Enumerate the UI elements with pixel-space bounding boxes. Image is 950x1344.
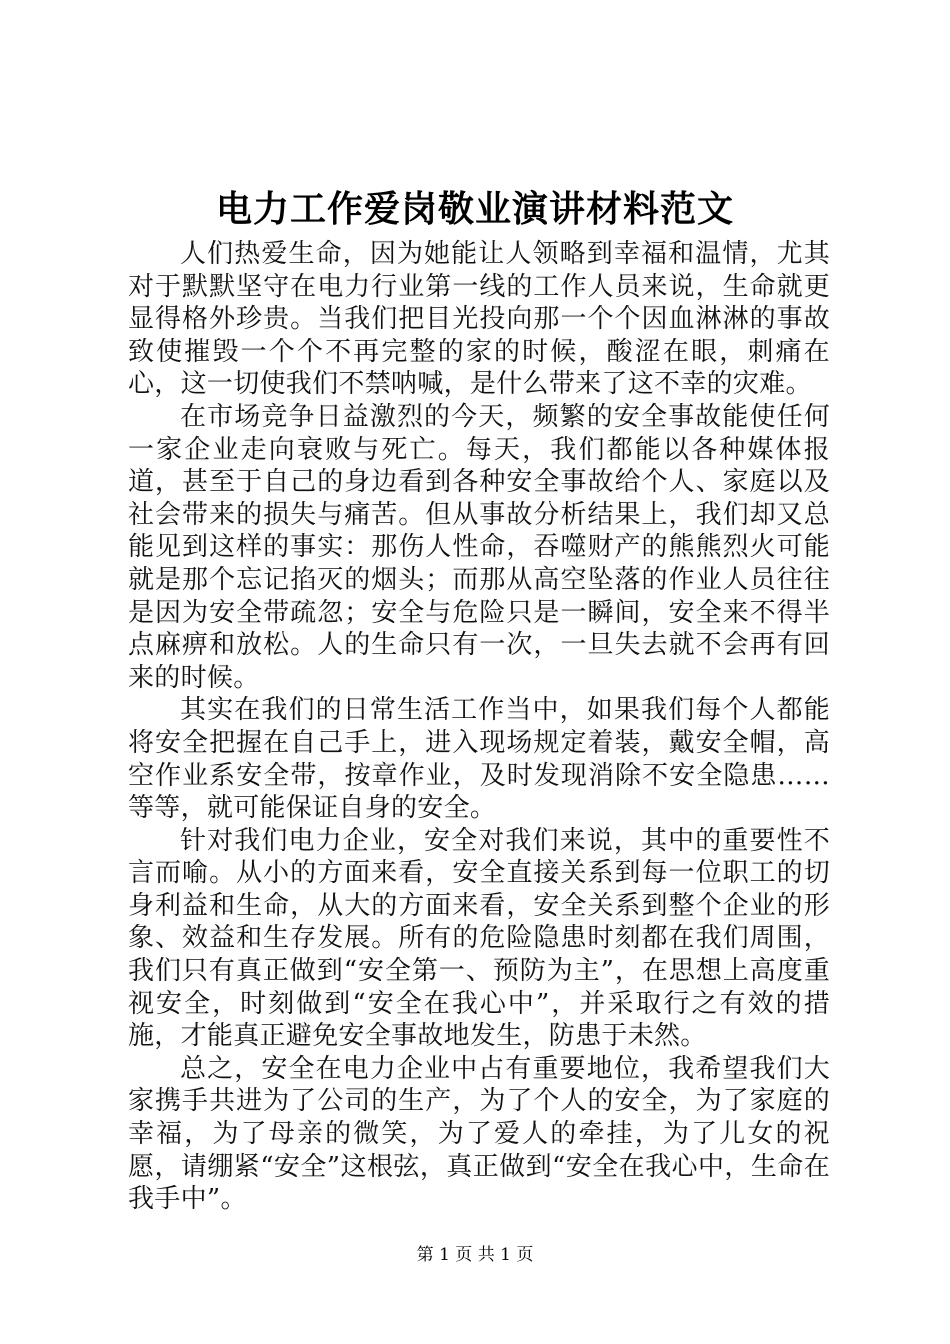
document-body	[128, 238, 830, 1216]
paragraph-1: 人们热爱生命，因为她能让人领略到幸福和温情，尤其对于默默坚守在电力行业第一线的工作人员来说，生命就更显得格外珍贵。当我们把目光投向那一个个因血淋淋的事故致使摧毁一个个不再完整的家的时候，酸涩在眼，刺痛在心，这一切使我们不禁呐喊，是什么带来了这不幸的灾难。	[128, 239, 830, 400]
paragraph-4: 针对我们电力企业，安全对我们来说，其中的重要性不言而喻。从小的方面来看，安全直接关系到每一位职工的切身利益和生命，从大的方面来看，安全关系到整个企业的形象、效益和生存发展。所有的危险隐患时刻都在我们周围，我们只有真正做到“安全第一、预防为主”，在思想上高度重视安全，时刻做到“安全在我心中”，并采取行之有效的措施，才能真正避免安全事故地发生，防患于未然。	[128, 825, 830, 1052]
paragraph-2: 在市场竞争日益激烈的今天，频繁的安全事故能使任何一家企业走向衰败与死亡。每天，我们都能以各种媒体报道，甚至于自己的身边看到各种安全事故给个人、家庭以及社会带来的损失与痛苦。但从事故分析结果上，我们却又总能见到这样的事实：那伤人性命，吞噬财产的熊熊烈火可能就是那个忘记掐灭的烟头；而那从高空坠落的作业人员往往是因为安全带疏忽；安全与危险只是一瞬间，安全来不得半点麻痹和放松。人的生命只有一次，一旦失去就不会再有回来的时候。	[128, 401, 830, 693]
paragraph-5: 总之，安全在电力企业中占有重要地位，我希望我们大家携手共进为了公司的生产，为了个人的安全，为了家庭的幸福，为了母亲的微笑，为了爱人的牵挂，为了儿女的祝愿，请绷紧“安全”这根弦，真正做到“安全在我心中，生命在我手中”。	[128, 1053, 830, 1215]
document-title: 电力工作爱岗敬业演讲材料范文	[215, 189, 734, 230]
paragraph-3: 其实在我们的日常生活工作当中，如果我们每个人都能将安全把握在自己手上，进入现场规定着装，戴安全帽，高空作业系安全带，按章作业，及时发现消除不安全隐患……等等，就可能保证自身的安全。	[128, 695, 830, 824]
page-number-footer: 第 1 页 共 1 页	[416, 1245, 534, 1265]
